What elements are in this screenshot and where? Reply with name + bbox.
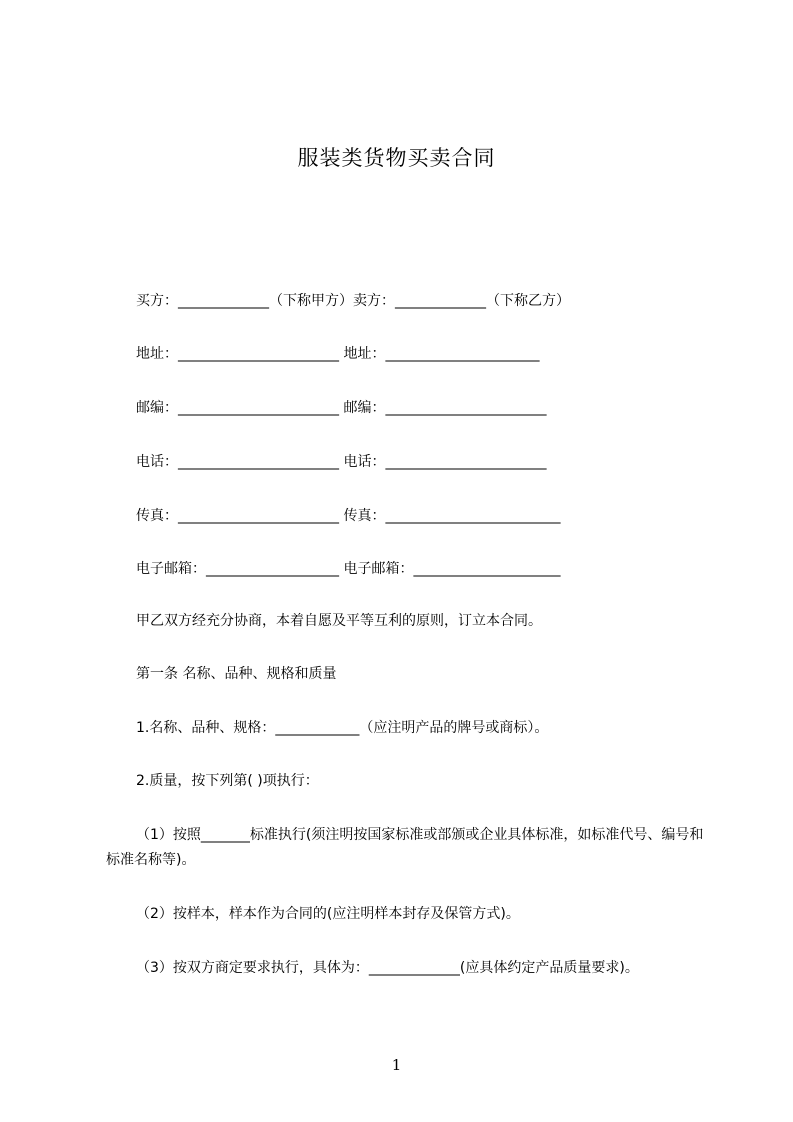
item-name-spec: 1.名称、品种、规格：____________（应注明产品的牌号或商标）。	[136, 720, 549, 736]
email-line: 电子邮箱：___________________ 电子邮箱：_____________________	[136, 561, 561, 577]
item-quality: 2.质量，按下列第( )项执行：	[136, 773, 319, 789]
fax-line: 传真：_______________________ 传真：_________________________	[136, 508, 561, 524]
page-title: 服装类货物买卖合同	[297, 146, 496, 170]
quality-option-3: （3）按双方商定要求执行，具体为：_____________(应具体约定产品质量要求)。	[136, 960, 639, 976]
phone-line: 电话：_______________________ 电话：_______________________	[136, 454, 547, 470]
article-heading: 第一条 名称、品种、规格和质量	[136, 666, 337, 682]
quality-option-2: （2）按样本，样本作为合同的(应注明样本封存及保管方式)。	[136, 906, 520, 922]
postcode-line: 邮编：_______________________ 邮编：_______________________	[136, 400, 547, 416]
address-line: 地址：_______________________ 地址：______________________	[136, 346, 540, 362]
intro-paragraph: 甲乙双方经充分协商，本着自愿及平等互利的原则，订立本合同。	[136, 613, 542, 629]
page-number: 1	[391, 1056, 402, 1074]
buyer-seller-line: 买方：_____________（下称甲方）卖方：_____________（下称乙方）	[136, 293, 570, 309]
quality-option-1: （1）按照_______标准执行(须注明按国家标准或部颁或企业具体标准，如标准代号、编号和标准名称等)。	[106, 827, 704, 868]
